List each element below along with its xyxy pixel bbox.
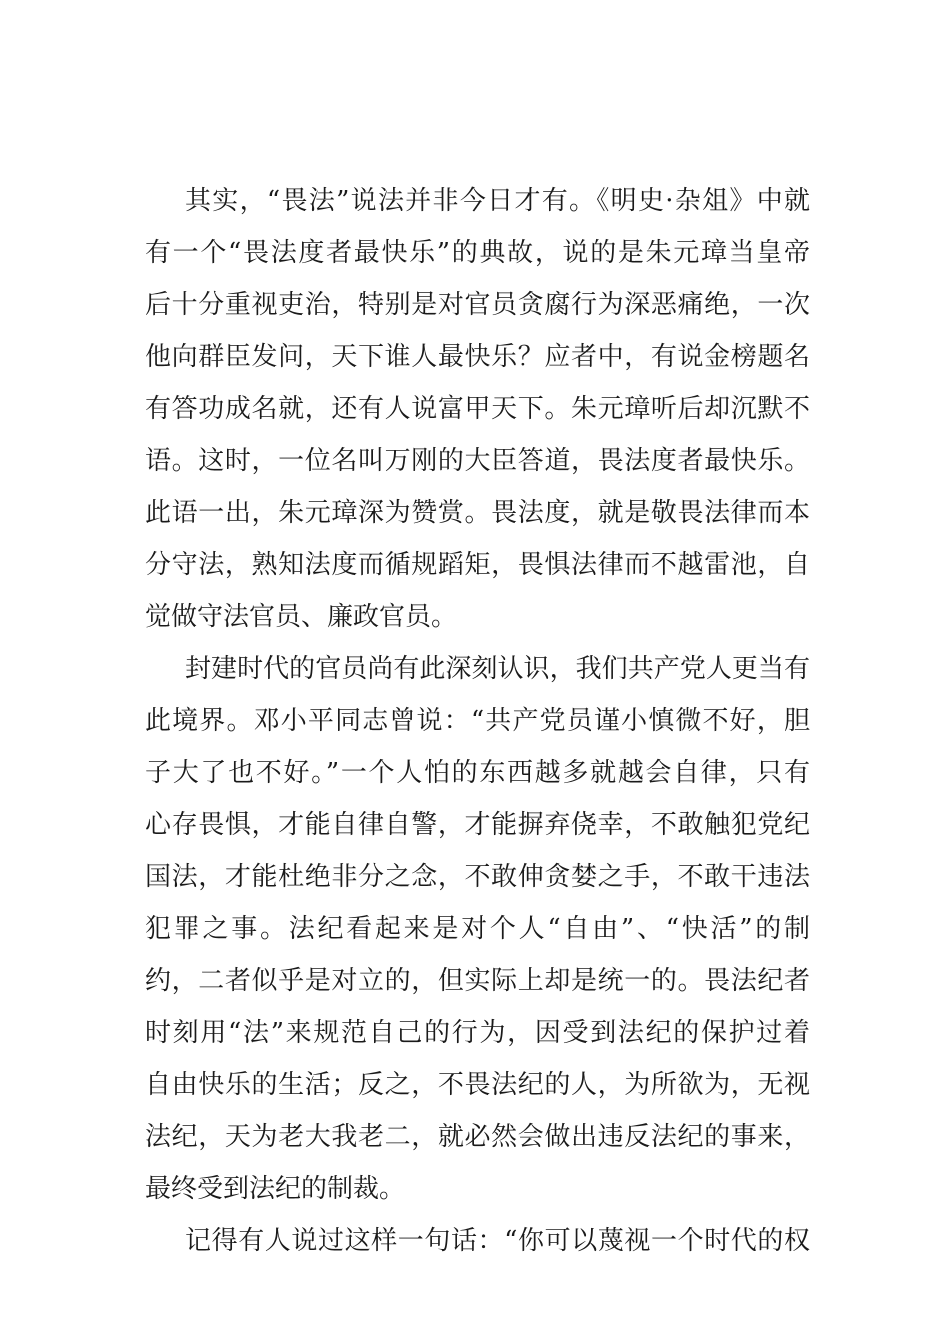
paragraph-line: 自由快乐的生活；反之，不畏法纪的人，为所欲为，无视 [145,1070,810,1100]
paragraph-line: 他向群臣发问，天下谁人最快乐？应者中，有说金榜题名 [145,342,810,372]
paragraph-line: 封建时代的官员尚有此深刻认识，我们共产党人更当有 [185,654,810,684]
paragraph-line: 最终受到法纪的制裁。 [145,1174,406,1204]
paragraph-line: 觉做守法官员、廉政官员。 [145,602,458,632]
paragraph-line: 国法，才能杜绝非分之念，不敢伸贪婪之手，不敢干违法 [145,862,810,892]
paragraph-line: 语。这时，一位名叫万刚的大臣答道，畏法度者最快乐。 [145,446,810,476]
paragraph-line: 法纪，天为老大我老二，就必然会做出违反法纪的事来， [145,1122,810,1152]
paragraph-line: 心存畏惧，才能自律自警，才能摒弃侥幸，不敢触犯党纪 [145,810,810,840]
paragraph-line: 有答功成名就，还有人说富甲天下。朱元璋听后却沉默不 [145,394,810,424]
paragraph-line: 其实，“畏法”说法并非今日才有。《明史·杂俎》中就 [185,186,810,216]
document-body [145,175,810,1267]
paragraph-line: 时刻用“法”来规范自己的行为，因受到法纪的保护过着 [145,1018,810,1048]
paragraph-line: 犯罪之事。法纪看起来是对个人“自由”、“快活”的制 [145,914,810,944]
paragraph-line: 分守法，熟知法度而循规蹈矩，畏惧法律而不越雷池，自 [145,550,810,580]
paragraph-2 [145,643,810,1215]
paragraph-line: 此语一出，朱元璋深为赞赏。畏法度，就是敬畏法律而本 [145,498,810,528]
paragraph-3 [145,1215,810,1267]
paragraph-line: 记得有人说过这样一句话：“你可以蔑视一个时代的权 [185,1226,810,1256]
paragraph-line: 此境界。邓小平同志曾说：“共产党员谨小慎微不好，胆 [145,706,810,736]
paragraph-line: 子大了也不好。”一个人怕的东西越多就越会自律，只有 [145,758,810,788]
paragraph-line: 约，二者似乎是对立的，但实际上却是统一的。畏法纪者 [145,966,810,996]
paragraph-line: 后十分重视吏治，特别是对官员贪腐行为深恶痛绝，一次 [145,290,810,320]
paragraph-1 [145,175,810,643]
paragraph-line: 有一个“畏法度者最快乐”的典故，说的是朱元璋当皇帝 [145,238,810,268]
